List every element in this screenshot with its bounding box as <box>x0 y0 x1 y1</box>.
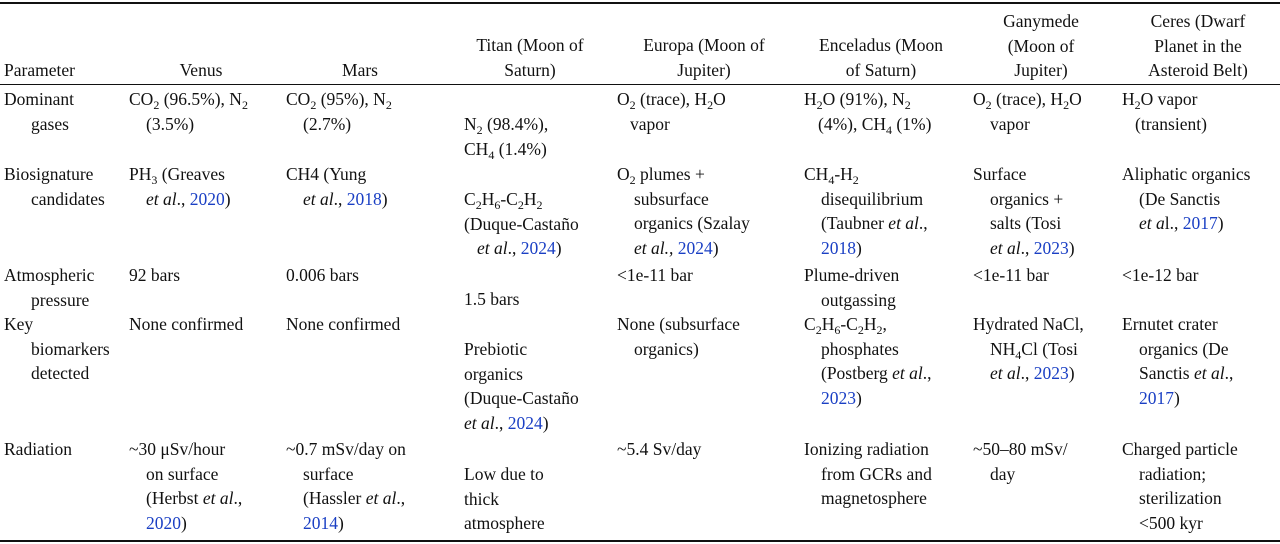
venus-gases-line2: (3.5%) <box>146 113 195 134</box>
ganymede-bio-line4: et al., 2023) <box>990 237 1075 258</box>
ceres-bio-line2: (De Sanctis <box>1139 188 1221 209</box>
europa-bio-line1: $O_2$ plumes + <box>617 164 705 187</box>
ceres-gases-line2: (transient) <box>1135 113 1207 134</box>
titan-biosignature <box>464 187 579 261</box>
citation-link[interactable]: 2014 <box>303 512 338 533</box>
header-enceladus <box>796 33 966 82</box>
row-label-line: biomarkers <box>31 338 110 359</box>
ganymede-bio-line3: salts (Tosi <box>990 213 1062 233</box>
header-europa-line1: Europa (Moon of <box>643 35 765 55</box>
citation-link[interactable]: 2018 <box>821 237 856 258</box>
ganymede-pressure: <1e-11 bar <box>973 265 1049 285</box>
citation-link[interactable]: 2018 <box>346 188 382 209</box>
citation-link[interactable]: 2023 <box>1033 237 1069 258</box>
header-ganymede <box>966 9 1116 83</box>
mars-bio-line1: CH4 (Yung <box>286 164 367 184</box>
row-label-line: detected <box>31 363 90 383</box>
venus-dominant-gases <box>129 87 248 136</box>
header-ganymede-line2: (Moon of <box>1007 35 1075 56</box>
venus-rad-line4: 2020) <box>146 512 187 533</box>
header-titan <box>452 33 608 82</box>
row-label-line: Atmospheric <box>4 265 95 285</box>
row-label-line: candidates <box>31 188 105 209</box>
ceres-bm-line3: Sanctis et al., <box>1139 363 1234 383</box>
enceladus-bm-line4: 2023) <box>821 387 862 408</box>
ceres-biomarkers <box>1122 312 1233 410</box>
ceres-bm-line2: organics (De <box>1139 338 1229 359</box>
venus-rad-line2: on surface <box>146 463 219 484</box>
enceladus-gases-line2: (4%), $CH_4$ (1%) <box>818 113 932 137</box>
venus-rad-line1: ~30 μSv/hour <box>129 439 226 459</box>
header-titan-line2: Saturn) <box>504 59 556 80</box>
venus-bio-line1: $PH_3$ (Greaves <box>129 164 225 187</box>
europa-bio-line4: et al., 2024) <box>634 237 719 258</box>
europa-bio-line2: subsurface <box>634 188 709 209</box>
ceres-bm-line1: Ernutet crater <box>1122 314 1218 334</box>
citation-link[interactable]: 2024 <box>507 412 543 433</box>
mars-rad-line3: (Hassler et al., <box>303 488 406 508</box>
ceres-rad-line4: <500 kyr <box>1139 512 1203 533</box>
europa-pressure: <1e-11 bar <box>617 265 693 285</box>
ganymede-gases-line2: vapor <box>990 113 1030 134</box>
ceres-radiation <box>1122 437 1238 535</box>
ceres-dominant-gases <box>1122 87 1207 136</box>
row-biosignature-label <box>4 162 105 211</box>
ganymede-biomarkers <box>973 312 1084 386</box>
ganymede-bm-line3: et al., 2023) <box>990 363 1075 383</box>
citation-link[interactable]: 2020 <box>146 512 181 533</box>
header-titan-line1: Titan (Moon of <box>476 35 584 55</box>
ceres-gases-line1: $H_2O$ vapor <box>1122 89 1198 112</box>
enceladus-bm-line2: phosphates <box>821 338 899 359</box>
ganymede-bio-line1: Surface <box>973 164 1027 184</box>
titan-rad-line2: thick <box>464 488 499 509</box>
enceladus-bm-line3: (Postberg et al., <box>821 363 932 383</box>
row-dominant-gases-label <box>4 87 74 136</box>
titan-bio-line3: et al., 2024) <box>477 238 562 258</box>
row-pressure-label <box>4 263 94 312</box>
mars-dominant-gases <box>286 87 392 136</box>
header-ganymede-line3: Jupiter) <box>1014 60 1068 80</box>
enceladus-rad-line3: magnetosphere <box>821 488 927 508</box>
titan-pressure: 1.5 bars <box>464 289 520 309</box>
venus-bio-line2: et al., 2020) <box>146 188 231 209</box>
venus-pressure: 92 bars <box>129 265 181 285</box>
enceladus-bio-line4: 2018) <box>821 237 862 258</box>
ganymede-bio-line2: organics + <box>990 188 1064 209</box>
europa-radiation: ~5.4 Sv/day <box>617 439 702 459</box>
citation-link[interactable]: 2024 <box>520 238 556 258</box>
europa-biosignature <box>617 162 750 260</box>
row-label-line: Dominant <box>4 89 74 109</box>
titan-rad-line1: Low due to <box>464 464 544 484</box>
europa-bm-line2: organics) <box>634 338 699 359</box>
ganymede-bm-line2: $NH_4Cl$ (Tosi <box>990 338 1078 362</box>
header-ceres <box>1118 9 1278 83</box>
europa-bio-line3: organics (Szalay <box>634 213 750 233</box>
citation-link[interactable]: 2017 <box>1182 213 1218 233</box>
ceres-rad-line2: radiation; <box>1139 463 1207 484</box>
enceladus-rad-line2: from GCRs and <box>821 463 932 484</box>
citation-link[interactable]: 2023 <box>1033 363 1069 383</box>
header-ceres-line2: Planet in the <box>1154 35 1242 56</box>
ganymede-rad-line2: day <box>990 463 1016 484</box>
venus-biosignature <box>129 162 231 211</box>
ganymede-rad-line1: ~50–80 mSv/ <box>973 439 1068 459</box>
table-top-rule <box>0 2 1280 4</box>
header-europa-line2: Jupiter) <box>677 59 731 80</box>
titan-rad-line3: atmosphere <box>464 513 545 533</box>
titan-bm-line3: (Duque-Castaño <box>464 388 579 408</box>
row-biomarkers-label <box>4 312 110 386</box>
citation-link[interactable]: 2023 <box>821 387 856 408</box>
europa-dominant-gases <box>617 87 726 136</box>
enceladus-pressure-line2: outgassing <box>821 289 896 310</box>
row-radiation-label: Radiation <box>4 439 73 459</box>
header-ceres-line1: Ceres (Dwarf <box>1150 11 1246 31</box>
enceladus-dominant-gases <box>804 87 931 136</box>
venus-gases-line1: $CO_2$ (96.5%), $N_2$ <box>129 89 248 112</box>
ganymede-gases-line1: $O_2$ (trace), $H_2O$ <box>973 89 1082 112</box>
titan-radiation <box>464 462 545 536</box>
row-label-line: Biosignature <box>4 164 94 184</box>
mars-bio-line2: et al., 2018) <box>303 188 388 209</box>
citation-link[interactable]: 2020 <box>189 188 225 209</box>
ceres-pressure: <1e-12 bar <box>1122 265 1199 285</box>
titan-gases-line1: $N_2$ (98.4%), <box>464 114 549 137</box>
ceres-rad-line1: Charged particle <box>1122 439 1238 459</box>
titan-bm-line1: Prebiotic <box>464 339 528 359</box>
mars-biosignature <box>286 162 388 211</box>
enceladus-pressure <box>804 263 899 312</box>
header-venus: Venus <box>179 60 223 80</box>
mars-pressure: 0.006 bars <box>286 265 359 285</box>
row-label-line: Key <box>4 314 34 334</box>
row-label-line: pressure <box>31 289 90 310</box>
ganymede-radiation <box>973 437 1068 486</box>
titan-biomarkers <box>464 337 579 435</box>
header-enceladus-line2: of Saturn) <box>845 59 917 80</box>
ganymede-dominant-gases <box>973 87 1082 136</box>
mars-rad-line1: ~0.7 mSv/day on <box>286 439 406 459</box>
citation-link[interactable]: 2024 <box>677 237 713 258</box>
enceladus-rad-line1: Ionizing radiation <box>804 439 929 459</box>
mars-rad-line2: surface <box>303 463 354 484</box>
enceladus-bio-line1: $CH_4-H_2$ <box>804 164 859 187</box>
row-label-line: gases <box>31 113 69 134</box>
venus-radiation <box>129 437 242 535</box>
enceladus-gases-line1: $H_2O$ (91%), $N_2$ <box>804 89 911 112</box>
titan-bio-line2: (Duque-Castaño <box>464 213 579 234</box>
enceladus-biosignature <box>804 162 928 260</box>
titan-bm-line4: et al., 2024) <box>464 412 549 433</box>
ganymede-biosignature <box>973 162 1075 260</box>
enceladus-radiation <box>804 437 932 511</box>
citation-link[interactable]: 2017 <box>1139 387 1174 408</box>
header-parameter: Parameter <box>4 60 75 80</box>
europa-biomarkers <box>617 312 740 361</box>
titan-bm-line2: organics <box>464 363 523 384</box>
europa-bm-line1: None (subsurface <box>617 314 740 334</box>
ceres-rad-line3: sterilization <box>1139 488 1222 508</box>
header-mars: Mars <box>342 60 378 80</box>
table-bottom-rule <box>0 540 1280 542</box>
venus-biomarkers: None confirmed <box>129 314 244 334</box>
ceres-bm-line4: 2017) <box>1139 387 1180 408</box>
mars-radiation <box>286 437 406 535</box>
mars-gases-line2: (2.7%) <box>303 113 352 134</box>
enceladus-biomarkers <box>804 312 932 410</box>
enceladus-bio-line3: (Taubner et al., <box>821 213 928 233</box>
ceres-bio-line1: Aliphatic organics <box>1122 164 1251 184</box>
titan-dominant-gases <box>464 112 548 161</box>
mars-biomarkers: None confirmed <box>286 314 401 334</box>
europa-gases-line2: vapor <box>630 113 670 134</box>
table-header-rule <box>0 84 1280 85</box>
header-ganymede-line1: Ganymede <box>1003 11 1079 31</box>
mars-rad-line4: 2014) <box>303 512 344 533</box>
ceres-biosignature <box>1122 162 1250 236</box>
venus-rad-line3: (Herbst et al., <box>146 488 243 508</box>
mars-gases-line1: $CO_2$ (95%), $N_2$ <box>286 89 392 112</box>
titan-bio-line1: $C_2H_6-C_2H_2$ <box>464 189 543 212</box>
ceres-bio-line3: et al., 2017) <box>1139 213 1224 233</box>
titan-gases-line2: $CH_4$ (1.4%) <box>464 138 547 162</box>
europa-gases-line1: $O_2$ (trace), $H_2O$ <box>617 89 726 112</box>
enceladus-bm-line1: $C_2H_6-C_2H_2$, <box>804 314 887 337</box>
enceladus-pressure-line1: Plume-driven <box>804 265 900 285</box>
enceladus-bio-line2: disequilibrium <box>821 188 924 209</box>
header-ceres-line3: Asteroid Belt) <box>1148 60 1248 80</box>
header-europa <box>614 33 794 82</box>
header-enceladus-line1: Enceladus (Moon <box>819 35 943 55</box>
ganymede-bm-line1: Hydrated NaCl, <box>973 314 1084 334</box>
